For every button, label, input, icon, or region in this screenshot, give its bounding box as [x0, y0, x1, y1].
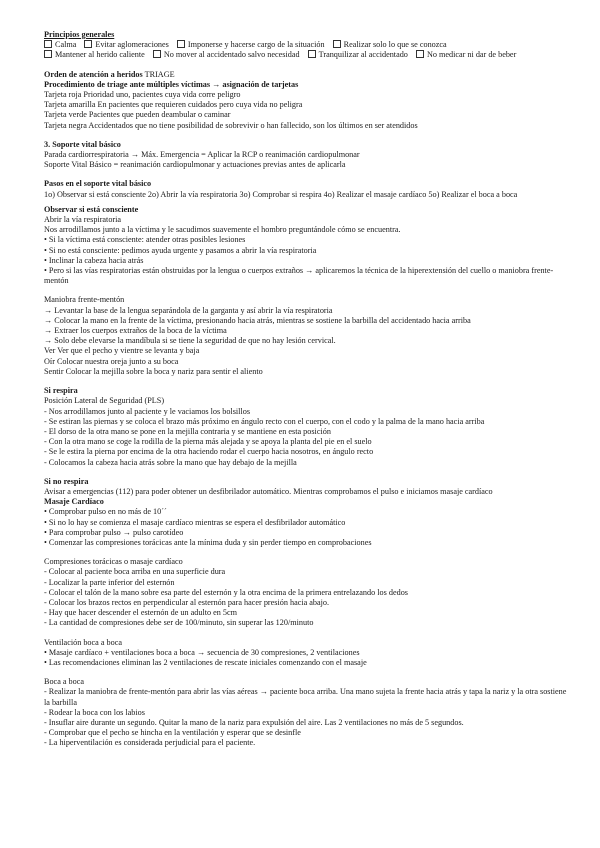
masaje-line: • Comprobar pulso en no más de 10´´ — [44, 507, 167, 517]
triage-line: Tarjeta amarilla En pacientes que requieren cuidados pero cuya vida no peligra — [44, 100, 303, 110]
principle-label: No medicar ni dar de beber — [426, 50, 517, 60]
no-respira-line: Avisar a emergencias (112) para poder obtener un desfibrilador automático. Mientras comprobamos el pulso e iniciamos masaje cardíaco — [44, 486, 493, 496]
soporte-line: Parada cardiorrespiratoria → Máx. Emergencia = Aplicar la RCP o reanimación cardiopulmonar — [44, 150, 360, 160]
maniobra-line: → Levantar la base de la lengua separándola de la garganta y así abrir la vía respiratoria — [44, 305, 333, 315]
principle-label: Calma — [55, 40, 77, 50]
principle-label: No mover al accidentado salvo necesidad — [163, 50, 300, 60]
triage-line: Tarjeta verde Pacientes que pueden deambular o caminar — [44, 110, 231, 120]
principle-item[interactable] — [308, 50, 408, 59]
compresiones-line: - Colocar los brazos rectos en perpendicular al esternón para hacer presión hacia abajo. — [44, 597, 330, 607]
principle-label: Tranquilizar al accidentado — [318, 50, 408, 60]
masaje-line: • Si no lo hay se comienza el masaje cardíaco mientras se espera el desfibrilador automático — [44, 517, 346, 527]
maniobra-line: Oír Colocar nuestra oreja junto a su boca — [44, 356, 179, 366]
observar-line: Nos arrodillamos junto a la víctima y le sacudimos suavemente el hombro preguntándole cómo se encuentra. — [44, 225, 401, 235]
section-title-pasos: Pasos en el soporte vital básico — [44, 179, 152, 189]
triage-line: Tarjeta roja Prioridad uno, pacientes cuya vida corre peligro — [44, 90, 241, 100]
compresiones-line: - Colocar al paciente boca arriba en una superficie dura — [44, 567, 226, 577]
principle-item[interactable] — [333, 40, 447, 49]
ventilacion-line: • Masaje cardíaco + ventilaciones boca a boca → secuencia de 30 compresiones, 2 ventilaciones — [44, 647, 360, 657]
maniobra-line: Ver Ver que el pecho y vientre se levanta y baja — [44, 346, 200, 356]
principle-item[interactable] — [177, 40, 325, 49]
checkbox-icon[interactable] — [333, 40, 341, 48]
principle-item[interactable] — [153, 50, 300, 59]
pasos-line: 1o) Observar si está consciente 2o) Abrir la vía respiratoria 3o) Comprobar si respira 4o) Realizar el masaje cardíaco 5o) Realizar el boca a boca — [44, 189, 518, 199]
si-respira-line: - Colocamos la cabeza hacia atrás sobre la mano que hay debajo de la mejilla — [44, 457, 297, 467]
principle-label: Mantener al herido caliente — [55, 50, 145, 60]
document-page — [44, 30, 574, 749]
principle-item[interactable] — [84, 40, 168, 49]
masaje-line: • Comenzar las compresiones torácicas ante la mínima duda y sin perder tiempo en comprobaciones — [44, 537, 372, 547]
principle-label: Imponerse y hacerse cargo de la situación — [187, 40, 325, 50]
observar-line: • Si no está consciente: pedimos ayuda urgente y pasamos a abrir la vía respiratoria — [44, 245, 317, 255]
maniobra-line: → Colocar la mano en la frente de la víctima, presionando hacia atrás, mientras se sostiene la barbilla del accidentado hacia arriba — [44, 315, 471, 325]
checkbox-icon[interactable] — [44, 40, 52, 48]
observar-line: Abrir la vía respiratoria — [44, 215, 122, 225]
principios-row-2 — [44, 50, 574, 60]
compresiones-line: - Colocar el talón de la mano sobre esa parte del esternón y la otra encima de la primera entrelazando los dedos — [44, 587, 408, 597]
si-respira-line: - Se le estira la pierna por encima de la otra haciendo rodar el cuerpo hacia nosotros, en ángulo recto — [44, 447, 374, 457]
section-title-no-respira: Si no respira — [44, 476, 89, 486]
si-respira-line: Posición Lateral de Seguridad (PLS) — [44, 396, 165, 406]
principle-item[interactable] — [44, 50, 145, 59]
principle-label: Realizar solo lo que se conozca — [343, 40, 447, 50]
boca-line: - Comprobar que el pecho se hincha en la ventilación y esperar que se desinfle — [44, 728, 301, 738]
masaje-line: • Para comprobar pulso → pulso carotídeo — [44, 527, 184, 537]
si-respira-line: - Con la otra mano se coge la rodilla de la pierna más alejada y se apoya la planta del pie en el suelo — [44, 437, 372, 447]
section-title-soporte: 3. Soporte vital básico — [44, 139, 121, 149]
maniobra-line: → Solo debe elevarse la mandíbula si se tiene la seguridad de que no hay lesión cervical. — [44, 336, 336, 346]
checkbox-icon[interactable] — [177, 40, 185, 48]
section-title-ventilacion: Ventilación boca a boca — [44, 637, 122, 647]
section-title-boca: Boca a boca — [44, 677, 85, 687]
maniobra-line: → Extraer los cuerpos extraños de la boca de la víctima — [44, 326, 227, 336]
soporte-line: Soporte Vital Básico = reanimación cardiopulmonar y actuaciones previas antes de aplicarla — [44, 160, 346, 170]
si-respira-line: - Se estiran las piernas y se coloca el brazo más próximo en ángulo recto con el cuerpo, con el codo y la palma de la mano hacia arriba — [44, 416, 485, 426]
section-title-compresiones: Compresiones torácicas o masaje cardíaco — [44, 557, 183, 567]
triage-title: Orden de atención a heridos — [44, 69, 143, 79]
boca-line: - Insuflar aire durante un segundo. Quitar la mano de la nariz para expulsión del aire. Las 2 ventilaciones no más de 5 segundos. — [44, 717, 464, 727]
principle-item[interactable] — [44, 40, 76, 49]
section-title-principios: Principios generales — [44, 30, 115, 39]
section-title-si-respira: Si respira — [44, 386, 78, 396]
section-title-maniobra: Maniobra frente-mentón — [44, 295, 125, 305]
checkbox-icon[interactable] — [44, 50, 52, 58]
triage-subtitle: Procedimiento de triage ante múltiples víctimas → asignación de tarjetas — [44, 79, 299, 89]
checkbox-icon[interactable] — [84, 40, 92, 48]
triage-title-suffix: TRIAGE — [142, 69, 175, 79]
principle-item[interactable] — [416, 50, 516, 59]
si-respira-line: - Nos arrodillamos junto al paciente y le vaciamos los bolsillos — [44, 406, 251, 416]
boca-line: - Rodear la boca con los labios — [44, 707, 145, 717]
checkbox-icon[interactable] — [308, 50, 316, 58]
si-respira-line: - El dorso de la otra mano se pone en la mejilla contraria y se mantiene en esta posición — [44, 426, 331, 436]
maniobra-line: Sentir Colocar la mejilla sobre la boca y nariz para sentir el aliento — [44, 366, 263, 376]
principios-row-1 — [44, 40, 574, 50]
observar-line: • Inclinar la cabeza hacia atrás — [44, 255, 144, 265]
observar-line: • Si la víctima está consciente: atender otras posibles lesiones — [44, 235, 246, 245]
compresiones-line: - Localizar la parte inferior del esternón — [44, 577, 175, 587]
checkbox-icon[interactable] — [153, 50, 161, 58]
observar-wrap: • Pero si las vías respiratorias están obstruidas por la lengua o cuerpos extraños → aplicaremos la técnica de la hiperextensión del cuello o maniobra frente-mentón — [44, 266, 554, 286]
subsection-title-masaje: Masaje Cardíaco — [44, 497, 104, 507]
principle-label: Evitar aglomeraciones — [95, 40, 169, 50]
ventilacion-line: • Las recomendaciones eliminan las 2 ventilaciones de rescate iniciales comenzando con el masaje — [44, 657, 367, 667]
boca-wrap: - Realizar la maniobra de frente-mentón para abrir las vías aéreas → paciente boca arriba. Una mano sujeta la frente hacia atrás y tapa la nariz y la otra sostiene la barbilla — [44, 687, 567, 707]
compresiones-line: - Hay que hacer descender el esternón de un adulto en 5cm — [44, 608, 238, 618]
boca-line: - La hiperventilación es considerada perjudicial para el paciente. — [44, 738, 256, 748]
triage-line: Tarjeta negra Accidentados que no tiene posibilidad de sobrevivir o han fallecido, son los últimos en ser atendidos — [44, 120, 418, 130]
section-title-observar: Observar si está consciente — [44, 204, 139, 214]
compresiones-line: - La cantidad de compresiones debe ser de 100/minuto, sin superar las 120/minuto — [44, 618, 314, 628]
checkbox-icon[interactable] — [416, 50, 424, 58]
section-title-triage — [44, 70, 574, 80]
